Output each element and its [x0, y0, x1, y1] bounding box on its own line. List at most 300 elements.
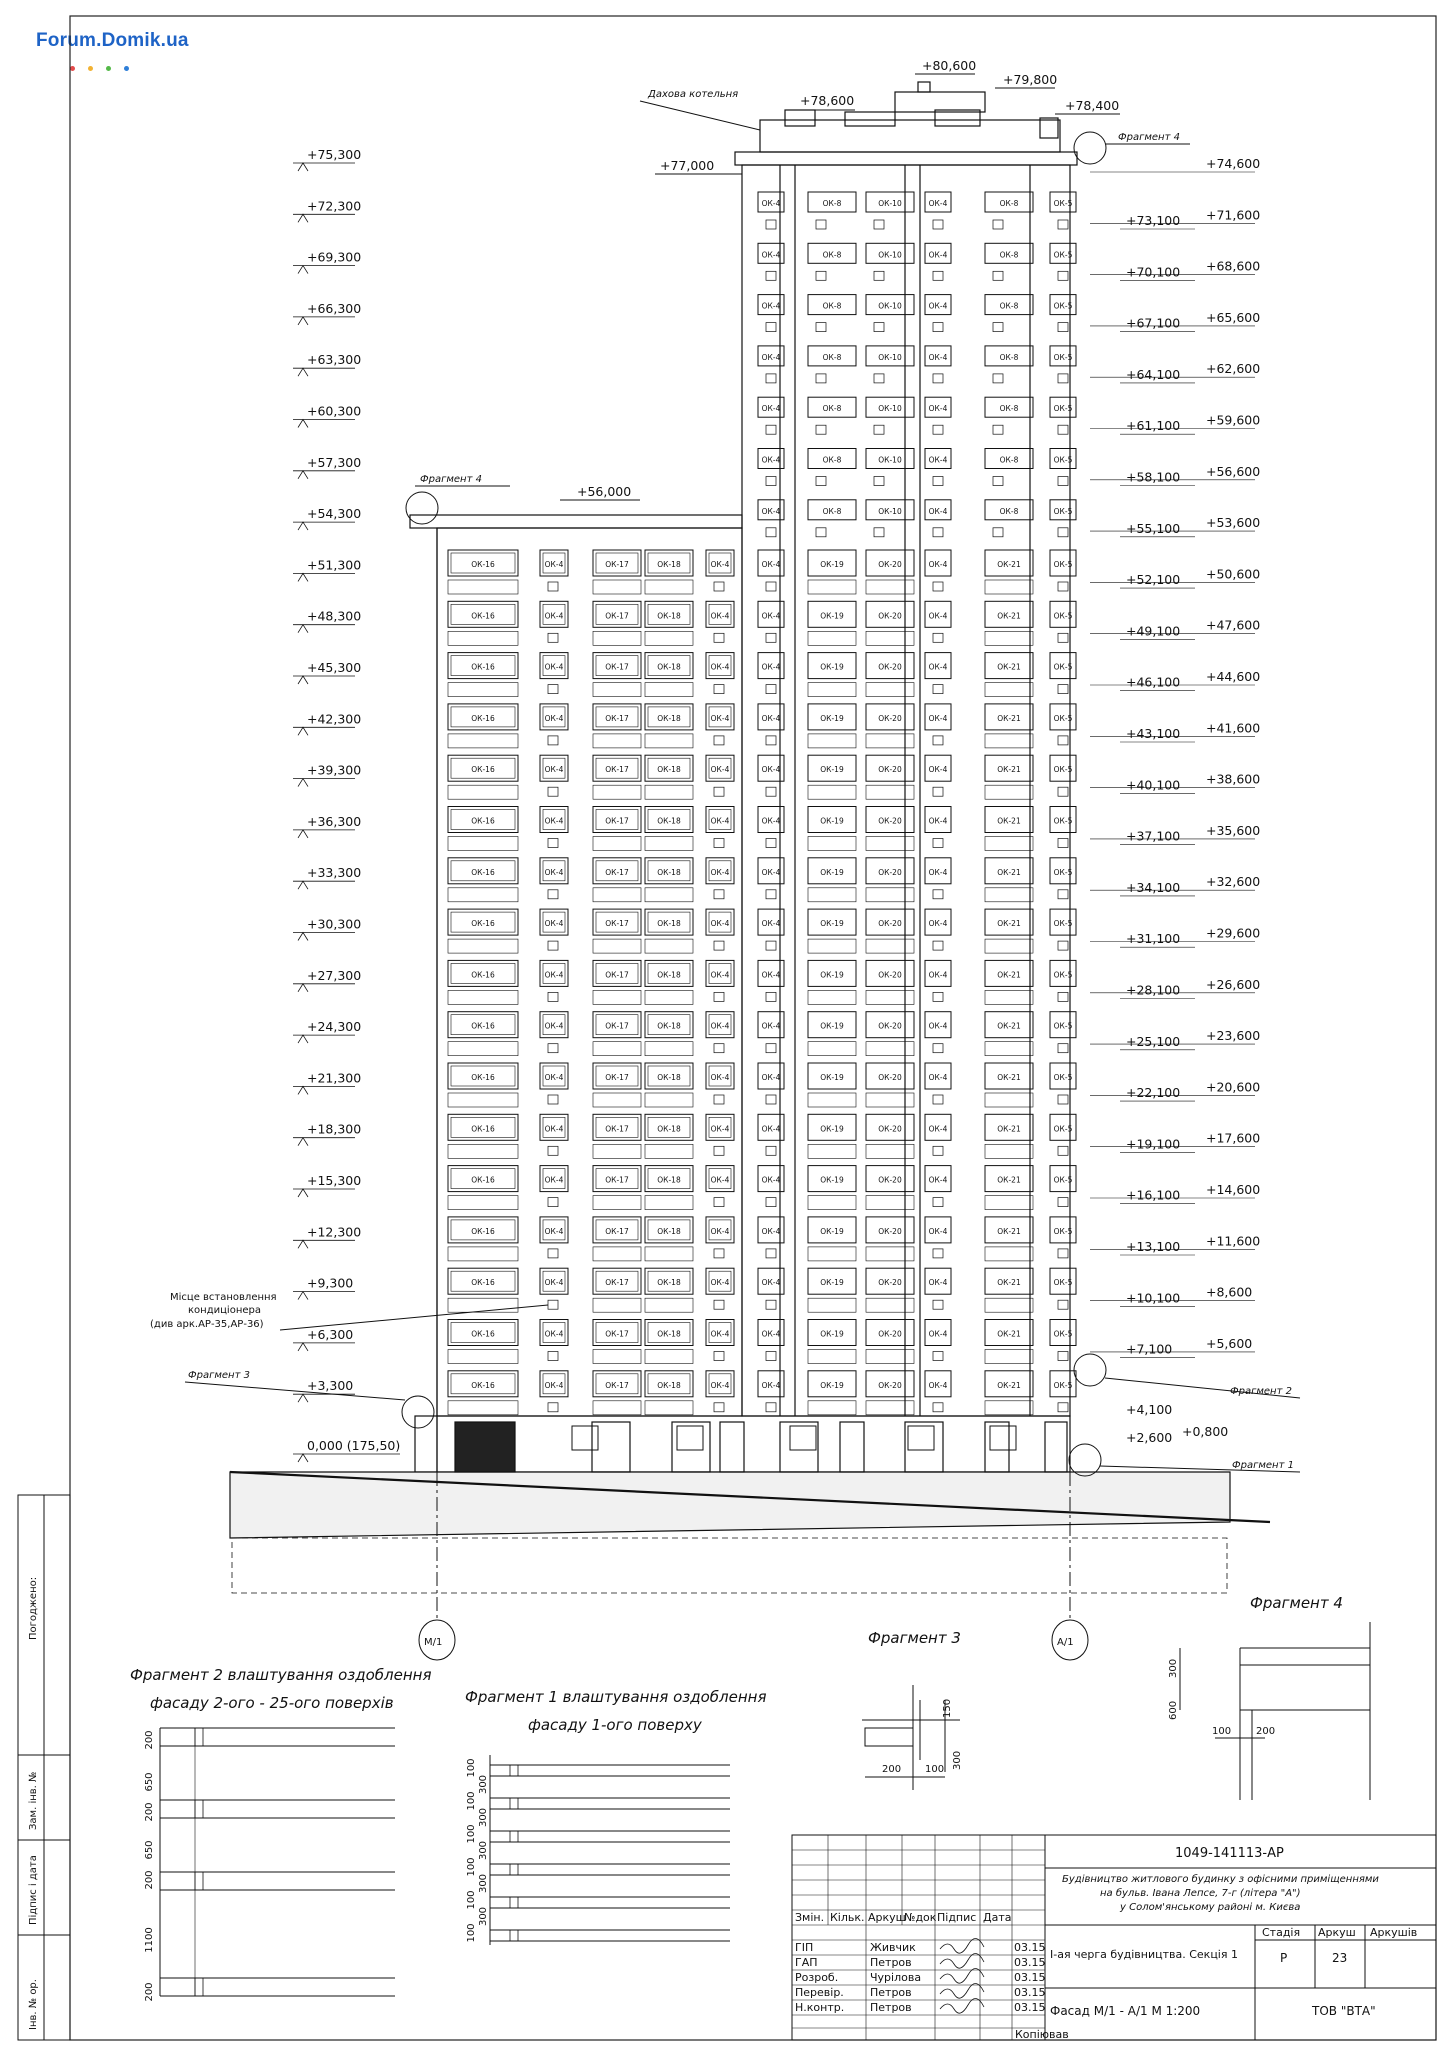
ac-box: [714, 1403, 724, 1412]
frag4-title: Фрагмент 4: [1250, 1594, 1343, 1612]
window-unit: [985, 1063, 1033, 1107]
ac-box: [1058, 890, 1068, 899]
low-block-parapet: [410, 515, 742, 528]
ac-box: [766, 839, 776, 848]
elev-top: +77,000: [660, 158, 715, 173]
elev-right-text: +7,100: [1126, 1341, 1173, 1357]
frag4-dim: 600: [1168, 1700, 1179, 1720]
window-unit: [448, 1114, 518, 1158]
window-unit: [808, 755, 856, 799]
window-unit: [1050, 1268, 1076, 1309]
window-unit: [866, 1268, 914, 1312]
frag2-drawing: [144, 1728, 395, 2002]
window-label: ОК-4: [761, 919, 781, 929]
window-label: ОК-21: [997, 765, 1021, 775]
window-unit: [448, 704, 518, 748]
ac-box: [993, 477, 1003, 486]
ac-box: [766, 374, 776, 383]
ac-box: [1058, 528, 1068, 537]
elev-left: [293, 250, 361, 274]
elev-ground-arrow: [298, 1454, 308, 1462]
window-label: ОК-5: [1053, 352, 1073, 362]
window-label: ОК-4: [761, 455, 781, 465]
window-unit: [645, 653, 693, 697]
window-label: ОК-5: [1053, 404, 1073, 414]
window-label: ОК-4: [761, 816, 781, 826]
ac-box: [993, 220, 1003, 229]
window-unit: [706, 653, 734, 694]
window-unit: [808, 909, 856, 953]
balcony-rail: [593, 837, 641, 851]
window-label: ОК-4: [544, 1124, 564, 1134]
balcony-rail: [985, 785, 1033, 799]
window-label: ОК-21: [997, 1380, 1021, 1390]
window-label: ОК-5: [1053, 506, 1073, 516]
elev-left: [293, 1224, 361, 1248]
elev-left: [293, 1327, 355, 1351]
ac-box: [993, 425, 1003, 434]
window-unit: [448, 909, 518, 953]
frag4-dim: 200: [1256, 1726, 1276, 1737]
window-label: ОК-17: [605, 560, 629, 569]
elev-left: [293, 968, 361, 992]
balcony-rail: [448, 888, 518, 902]
window-unit: [925, 243, 951, 280]
elev-left-arrow: [298, 522, 308, 530]
balcony-rail: [593, 1196, 641, 1210]
ac-box: [714, 941, 724, 950]
window-unit: [593, 653, 641, 697]
balcony-rail: [808, 785, 856, 799]
elev-right-text: +37,100: [1126, 828, 1181, 844]
window-unit: [706, 550, 734, 591]
window-label: ОК-20: [878, 1226, 902, 1236]
window-unit: [866, 704, 914, 748]
window-label: ОК-20: [878, 611, 902, 621]
roof-chimney: [918, 82, 930, 92]
entrance-door: [1045, 1422, 1067, 1472]
frag1-dim: 100: [466, 1923, 477, 1943]
elev-right-text: +22,100: [1126, 1085, 1181, 1101]
elev-left: [293, 917, 361, 941]
balcony-rail: [645, 580, 693, 594]
balcony-rail: [593, 1042, 641, 1056]
window-unit: [808, 1114, 856, 1158]
elev-left-arrow: [298, 1138, 308, 1146]
balcony-rail: [593, 1093, 641, 1107]
window-unit: [645, 858, 693, 902]
frag1-joint: [510, 1897, 518, 1908]
balcony-rail: [985, 734, 1033, 748]
balcony-rail: [645, 888, 693, 902]
window-unit: [925, 346, 951, 383]
window-label: ОК-4: [710, 1124, 730, 1134]
ac-box: [1058, 839, 1068, 848]
window-unit: [540, 550, 568, 591]
frag1-title: фасаду 1-ого поверху: [528, 1716, 702, 1734]
ac-box: [766, 477, 776, 486]
window-unit: [985, 755, 1033, 799]
ac-box: [933, 1300, 943, 1309]
ac-box: [766, 1352, 776, 1361]
window-unit: [866, 1371, 914, 1415]
window-label: ОК-8: [999, 455, 1019, 465]
window-unit: [1050, 243, 1076, 280]
window-label: ОК-4: [544, 919, 564, 929]
window-unit: [706, 704, 734, 745]
frag2-dim: 650: [144, 1840, 155, 1860]
elev-left-text: +39,300: [307, 762, 362, 778]
window-unit: [1050, 397, 1076, 434]
elev-left-text: +75,300: [307, 147, 362, 162]
frag2-joint: [195, 1978, 203, 1996]
elev-left-text: +6,300: [307, 1326, 354, 1342]
window-label: ОК-4: [544, 1278, 564, 1288]
side-stamp-sign-date: Підпис і дата: [28, 1855, 39, 1925]
window-unit: [925, 1371, 951, 1412]
window-label: ОК-21: [997, 1073, 1021, 1082]
ac-box: [548, 1249, 558, 1258]
window-label: ОК-16: [471, 970, 495, 980]
balcony-rail: [448, 631, 518, 645]
balcony-rail: [448, 683, 518, 697]
balcony-rail: [866, 939, 914, 953]
window-label: ОК-5: [1053, 867, 1073, 877]
elev-left-arrow: [298, 933, 308, 941]
balcony-rail: [985, 1350, 1033, 1364]
elev-right-text: +65,600: [1206, 309, 1261, 325]
window-label: ОК-20: [878, 816, 902, 826]
elev-left: [293, 455, 361, 479]
elev-right-text: +62,600: [1206, 361, 1261, 377]
window-unit: [866, 397, 914, 434]
window-label: ОК-4: [928, 1175, 948, 1185]
window-unit: [985, 243, 1033, 280]
window-unit: [645, 704, 693, 748]
balcony-rail: [808, 734, 856, 748]
ac-box: [714, 787, 724, 796]
window-unit: [808, 704, 856, 748]
window-unit: [866, 192, 914, 229]
window-label: ОК-4: [710, 816, 730, 826]
ac-box: [1058, 941, 1068, 950]
elev-left-arrow: [298, 214, 308, 222]
balcony-rail: [866, 1144, 914, 1158]
frag2-dim: 1100: [144, 1927, 155, 1953]
window-unit: [866, 1166, 914, 1210]
ac-box: [714, 1146, 724, 1155]
ac-box: [1058, 1198, 1068, 1207]
axis-label-left: М/1: [424, 1637, 443, 1648]
window-label: ОК-21: [997, 1021, 1021, 1031]
window-unit: [808, 1268, 856, 1312]
window-unit: [706, 1217, 734, 1258]
window-label: ОК-5: [1053, 1380, 1073, 1390]
window-unit: [448, 1166, 518, 1210]
tb-date: 03.15: [1014, 1986, 1046, 1999]
elev-left-text: +9,300: [307, 1275, 354, 1291]
balcony-rail: [808, 631, 856, 645]
window-label: ОК-19: [820, 1278, 844, 1288]
balcony-rail: [985, 1144, 1033, 1158]
window-label: ОК-4: [928, 506, 948, 516]
window-unit: [706, 807, 734, 848]
ac-box: [766, 941, 776, 950]
frag1-joint: [510, 1798, 518, 1809]
ac-box: [548, 1403, 558, 1412]
elev-left-arrow: [298, 984, 308, 992]
elev-left-text: +3,300: [307, 1378, 354, 1394]
window-label: ОК-4: [544, 1073, 564, 1082]
window-unit: [925, 807, 951, 848]
tb-col-header: Аркуш: [868, 1911, 906, 1924]
fragment4-low-label: Фрагмент 4: [420, 474, 482, 485]
window-unit: [925, 755, 951, 796]
elev-top: +79,800: [1003, 72, 1058, 87]
ac-box: [548, 787, 558, 796]
window-label: ОК-5: [1053, 662, 1073, 672]
window-unit: [706, 909, 734, 950]
balcony-rail: [985, 1401, 1033, 1415]
window-label: ОК-19: [820, 1124, 844, 1134]
window-unit: [866, 1320, 914, 1364]
balcony-rail: [866, 1247, 914, 1261]
balcony-rail: [593, 734, 641, 748]
frag1-dim: 100: [466, 1857, 477, 1877]
project-line2: на бульв. Івана Лепсе, 7-г (літера "А"): [1100, 1888, 1301, 1899]
balcony-rail: [985, 1093, 1033, 1107]
elev-right-text: +26,600: [1206, 976, 1261, 992]
tb-role: Розроб.: [795, 1971, 839, 1984]
window-label: ОК-19: [820, 662, 844, 672]
window-unit: [808, 960, 856, 1004]
frag2-dim: 200: [144, 1870, 155, 1890]
elev-right-text: +34,100: [1126, 879, 1181, 895]
balcony-rail: [645, 785, 693, 799]
window-label: ОК-5: [1053, 1021, 1073, 1031]
ac-box: [548, 736, 558, 745]
fragment4-top-marker: [1074, 132, 1106, 164]
frag1-dim: 300: [478, 1906, 489, 1927]
window-label: ОК-4: [928, 301, 948, 311]
window-label: ОК-5: [1053, 1124, 1073, 1134]
project-line3: у Солом'янському районі м. Києва: [1120, 1902, 1301, 1913]
window-unit: [645, 807, 693, 851]
frag1-dim: 100: [466, 1890, 477, 1910]
elev-left: [293, 814, 361, 838]
ac-box: [714, 1300, 724, 1309]
window-label: ОК-10: [878, 455, 902, 465]
ac-box: [933, 633, 943, 642]
window-label: ОК-4: [710, 1073, 730, 1082]
balcony-rail: [593, 1298, 641, 1312]
ac-box: [933, 1403, 943, 1412]
window-label: ОК-4: [761, 1124, 781, 1134]
window-label: ОК-5: [1053, 301, 1073, 311]
elev-left-text: +48,300: [307, 608, 362, 624]
window-label: ОК-20: [878, 919, 902, 929]
window-label: ОК-4: [710, 919, 730, 929]
ac-box: [1058, 323, 1068, 332]
frag3-dim: 300: [952, 1750, 963, 1770]
window-unit: [985, 1166, 1033, 1210]
window-unit: [866, 601, 914, 645]
elev-left-text: +21,300: [307, 1070, 362, 1086]
balcony-rail: [448, 1298, 518, 1312]
ac-box: [548, 1198, 558, 1207]
balcony-rail: [593, 888, 641, 902]
window-unit: [1050, 807, 1076, 848]
window-label: ОК-20: [878, 970, 902, 980]
window-label: ОК-4: [761, 713, 781, 723]
entrance-door: [455, 1422, 515, 1472]
ac-box: [933, 890, 943, 899]
window-unit: [593, 550, 641, 594]
window-unit: [1050, 1114, 1076, 1155]
balcony-rail: [985, 580, 1033, 594]
entrance-door: [720, 1422, 744, 1472]
balcony-rail: [645, 1350, 693, 1364]
balcony-rail: [866, 580, 914, 594]
window-label: ОК-4: [710, 867, 730, 877]
window-label: ОК-17: [605, 1073, 629, 1082]
fragment-markers: [402, 132, 1106, 1476]
window-label: ОК-19: [820, 919, 844, 929]
window-label: ОК-19: [820, 1380, 844, 1390]
balcony-rail: [866, 631, 914, 645]
window-label: ОК-4: [761, 1380, 781, 1390]
ground-soil: [230, 1472, 1230, 1538]
balcony-rail: [808, 990, 856, 1004]
ac-box: [548, 839, 558, 848]
elev-left-text: +57,300: [307, 454, 362, 470]
ac-box: [816, 425, 826, 434]
ac-box: [933, 736, 943, 745]
ac-box: [874, 528, 884, 537]
window-label: ОК-18: [657, 1226, 681, 1236]
elev-right-text: +23,600: [1206, 1028, 1261, 1044]
window-unit: [808, 192, 856, 229]
fragment2-marker: [1074, 1354, 1106, 1386]
window-label: ОК-20: [878, 1329, 902, 1339]
ac-box: [714, 1198, 724, 1207]
window-unit: [985, 295, 1033, 332]
elev-left-arrow: [298, 1394, 308, 1402]
title-block-grid: [792, 1835, 1046, 2040]
doc-code: 1049-141113-АР: [1175, 1846, 1284, 1861]
frag2-title: Фрагмент 2 влаштування оздоблення: [130, 1666, 432, 1684]
tb-role: Н.контр.: [795, 2001, 845, 2014]
ac-box: [874, 323, 884, 332]
window-unit: [593, 807, 641, 851]
frag3-dim: 150: [942, 1698, 953, 1718]
window-label: ОК-4: [710, 1278, 730, 1288]
balcony-rail: [866, 1350, 914, 1364]
window-label: ОК-4: [544, 662, 564, 672]
window-label: ОК-4: [928, 816, 948, 826]
window-label: ОК-21: [997, 1226, 1021, 1236]
window-unit: [985, 500, 1033, 537]
window-label: ОК-4: [761, 1073, 781, 1082]
window-unit: [448, 858, 518, 902]
window-label: ОК-4: [928, 455, 948, 465]
window-unit: [1050, 858, 1076, 899]
elev-left: [293, 660, 361, 684]
window-label: ОК-4: [544, 713, 564, 723]
balcony-rail: [448, 939, 518, 953]
window-label: ОК-19: [820, 1329, 844, 1339]
ac-box: [933, 582, 943, 591]
ac-box: [714, 992, 724, 1001]
window-unit: [706, 1063, 734, 1104]
ac-box: [766, 787, 776, 796]
window-label: ОК-8: [822, 301, 842, 311]
building-facade: [230, 82, 1270, 1593]
window-label: ОК-4: [928, 713, 948, 723]
roof-boiler-house: [760, 120, 1060, 152]
elev-base-text: +4,100: [1126, 1402, 1173, 1417]
window-label: ОК-4: [928, 867, 948, 877]
tb-signature: [940, 1998, 984, 2013]
window-label: ОК-4: [928, 662, 948, 672]
elev-top: +80,600: [922, 58, 977, 73]
elev-left-text: +54,300: [307, 506, 362, 522]
window-label: ОК-16: [471, 1175, 495, 1185]
window-label: ОК-21: [997, 662, 1021, 672]
window-unit: [448, 960, 518, 1004]
tb-col-header: Кільк.: [830, 1911, 865, 1924]
frag3-dim: 100: [925, 1764, 945, 1775]
elev-left-arrow: [298, 573, 308, 581]
fragment1-label: Фрагмент 1: [1232, 1460, 1294, 1471]
ac-box: [714, 736, 724, 745]
elev-right-text: +13,100: [1126, 1239, 1181, 1254]
window-unit: [985, 1012, 1033, 1056]
balcony-rail: [645, 1247, 693, 1261]
frag2-dim: 200: [144, 1802, 155, 1822]
elev-left-arrow: [298, 266, 308, 274]
balcony-rail: [866, 734, 914, 748]
window-unit: [540, 1166, 568, 1207]
stage-header: Аркушів: [1370, 1926, 1418, 1939]
window-unit: [1050, 1166, 1076, 1207]
elev-left-text: +27,300: [307, 967, 362, 983]
fragment3-label: Фрагмент 3: [188, 1370, 250, 1381]
window-unit: [540, 1012, 568, 1053]
window-unit: [593, 1012, 641, 1056]
balcony-rail: [645, 683, 693, 697]
window-label: ОК-17: [605, 867, 629, 877]
ground-floor: [437, 1416, 1070, 1472]
window-unit: [1050, 1217, 1076, 1258]
elev-left-arrow: [298, 1240, 308, 1248]
window-label: ОК-4: [710, 970, 730, 980]
frag2-dim: 200: [144, 1982, 155, 2002]
tb-date: 03.15: [1014, 1956, 1046, 1969]
window-label: ОК-19: [820, 1226, 844, 1236]
window-label: ОК-4: [544, 1380, 564, 1390]
elev-left-arrow: [298, 1343, 308, 1351]
balcony-rail: [448, 990, 518, 1004]
window-unit: [925, 1114, 951, 1155]
balcony-rail: [593, 580, 641, 594]
elev-left-text: +33,300: [307, 865, 362, 881]
window-label: ОК-17: [605, 765, 629, 775]
balcony-rail: [985, 1247, 1033, 1261]
balcony-rail: [593, 631, 641, 645]
fragment3-leader: [185, 1382, 405, 1400]
elev-right-text: +14,600: [1206, 1182, 1261, 1197]
